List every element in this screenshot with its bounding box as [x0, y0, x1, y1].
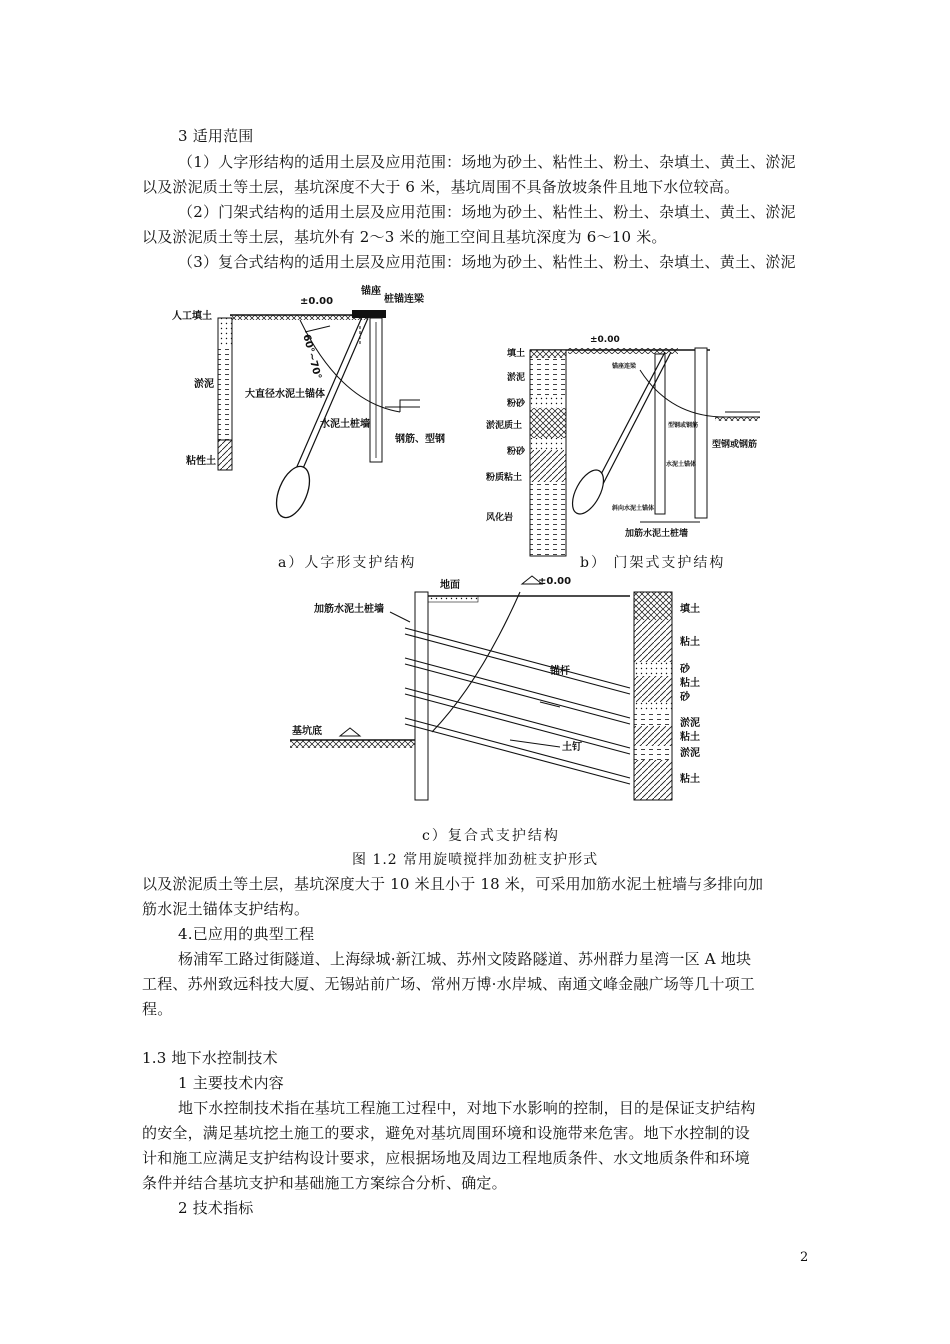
paragraph-2-line-2: 以及淤泥质土等土层，基坑外有 2～3 米的施工空间且基坑深度为 6～10 米。	[142, 228, 667, 246]
paragraph-3-line-1: （3）复合式结构的适用土层及应用范围：场地为砂土、粘性土、粉土、杂填土、黄土、淤泥	[178, 253, 796, 271]
c-layer-6: 淤泥	[680, 718, 700, 729]
paragraph-3-line-2: 以及淤泥质土等土层，基坑深度大于 10 米且小于 18 米，可采用加筋水泥土桩墙与多排向加	[142, 875, 764, 893]
section-1-3-heading: 1.3 地下水控制技术	[142, 1049, 278, 1067]
c-pit-label: 基坑底	[292, 726, 322, 737]
b-layer-2: 淤泥	[507, 373, 526, 383]
b-level-label: ±0.00	[590, 335, 620, 345]
c-nail-label: 土钉	[562, 742, 582, 753]
a-clay-label: 粘性土	[186, 456, 216, 467]
c-layer-5: 砂	[680, 692, 690, 703]
b-layer-6: 粉质粘土	[486, 473, 523, 483]
a-mud-label: 淤泥	[194, 379, 214, 390]
page-number: 2	[800, 1250, 809, 1265]
b-steel-label: 型钢或钢筋	[712, 440, 758, 450]
body-line-4: 条件并结合基坑支护和基础施工方案综合分析、确定。	[142, 1174, 507, 1192]
paragraph-1-line-1: （1）人字形结构的适用土层及应用范围：场地为砂土、粘性土、粉土、杂填土、黄土、淤泥	[178, 153, 796, 171]
section-1-heading: 1 主要技术内容	[178, 1074, 284, 1092]
body-line-1: 地下水控制技术指在基坑工程施工过程中，对地下水影响的控制，目的是保证支护结构	[178, 1099, 756, 1117]
c-layer-1: 填土	[680, 604, 700, 615]
b-small-label-4: 斜向水泥土锚体	[612, 505, 655, 512]
body-line-2: 的安全，满足基坑挖土施工的要求，避免对基坑周围环境和设施带来危害。地下水控制的设	[142, 1124, 751, 1142]
a-angle-label: 60°~70°	[300, 333, 323, 381]
b-pile-label: 加筋水泥土桩墙	[625, 529, 689, 539]
body-line-3: 计和施工应满足支护结构设计要求，应根据场地及周边工程地质条件、水文地质条件和环境	[142, 1149, 751, 1167]
b-layer-7: 风化岩	[486, 513, 514, 523]
b-layer-1: 填土	[507, 349, 526, 359]
paragraph-2-line-1: （2）门架式结构的适用土层及应用范围：场地为砂土、粘性土、粉土、杂填土、黄土、淤泥	[178, 203, 796, 221]
c-layer-9: 粘土	[680, 774, 700, 785]
a-pile-beam-label: 桩锚连梁	[384, 294, 424, 305]
projects-line-1: 杨浦军工路过街隧道、上海绿城·新江城、苏州文陵路隧道、苏州群力星湾一区 A 地块	[178, 950, 752, 968]
section-2-heading: 2 技术指标	[178, 1199, 254, 1217]
c-layer-7: 粘土	[680, 732, 700, 743]
section-3-heading: 3 适用范围	[178, 127, 254, 145]
caption-c: c）复合式支护结构	[422, 828, 560, 844]
b-small-label-2: 型钢或钢筋	[668, 422, 699, 429]
a-steel-label: 钢筋、型钢	[395, 434, 445, 445]
projects-line-2: 工程、苏州致远科技大厦、无锡站前广场、常州万博·水岸城、南通文峰金融广场等几十项工	[142, 975, 755, 993]
c-level-label: ±0.00	[538, 576, 572, 587]
b-layer-5: 粉砂	[507, 447, 526, 457]
a-anchor-label: 大直径水泥土锚体	[245, 389, 325, 400]
c-bolt-label: 锚杆	[550, 666, 570, 677]
projects-line-3: 程。	[142, 1000, 173, 1018]
diagram-b-gantry	[485, 335, 760, 556]
c-layer-4: 粘土	[680, 678, 700, 689]
b-small-label-1: 锚座连梁	[612, 363, 637, 370]
c-layer-2: 粘土	[680, 637, 700, 648]
paragraph-1-line-2: 以及淤泥质土等土层，基坑深度不大于 6 米，基坑周围不具备放坡条件且地下水位较高。	[142, 178, 740, 196]
caption-a: a）人字形支护结构	[278, 555, 417, 571]
a-wall-label: 水泥土桩墙	[320, 419, 370, 430]
diagram-c-composite	[290, 576, 700, 800]
support-structure-figure	[0, 282, 950, 872]
a-anchor-seat-label: 锚座	[361, 286, 381, 297]
b-layer-4: 淤泥质土	[486, 421, 523, 431]
figure-caption: 图 1.2 常用旋喷搅拌加劲桩支护形式	[352, 852, 599, 868]
b-small-label-3: 水泥土锚体	[666, 461, 697, 468]
paragraph-3-line-3: 筋水泥土锚体支护结构。	[142, 900, 310, 918]
c-wall-label: 加筋水泥土桩墙	[314, 604, 384, 615]
diagram-a-herringbone	[172, 284, 445, 522]
section-4-heading: 4.已应用的典型工程	[178, 925, 315, 943]
b-layer-3: 粉砂	[507, 399, 526, 409]
caption-b: b） 门架式支护结构	[580, 555, 726, 571]
c-layer-3: 砂	[680, 664, 690, 675]
a-fill-label: 人工填土	[172, 311, 212, 322]
c-layer-8: 淤泥	[680, 748, 700, 759]
a-level-label: ±0.00	[300, 296, 334, 307]
c-ground-label: 地面	[440, 580, 460, 591]
